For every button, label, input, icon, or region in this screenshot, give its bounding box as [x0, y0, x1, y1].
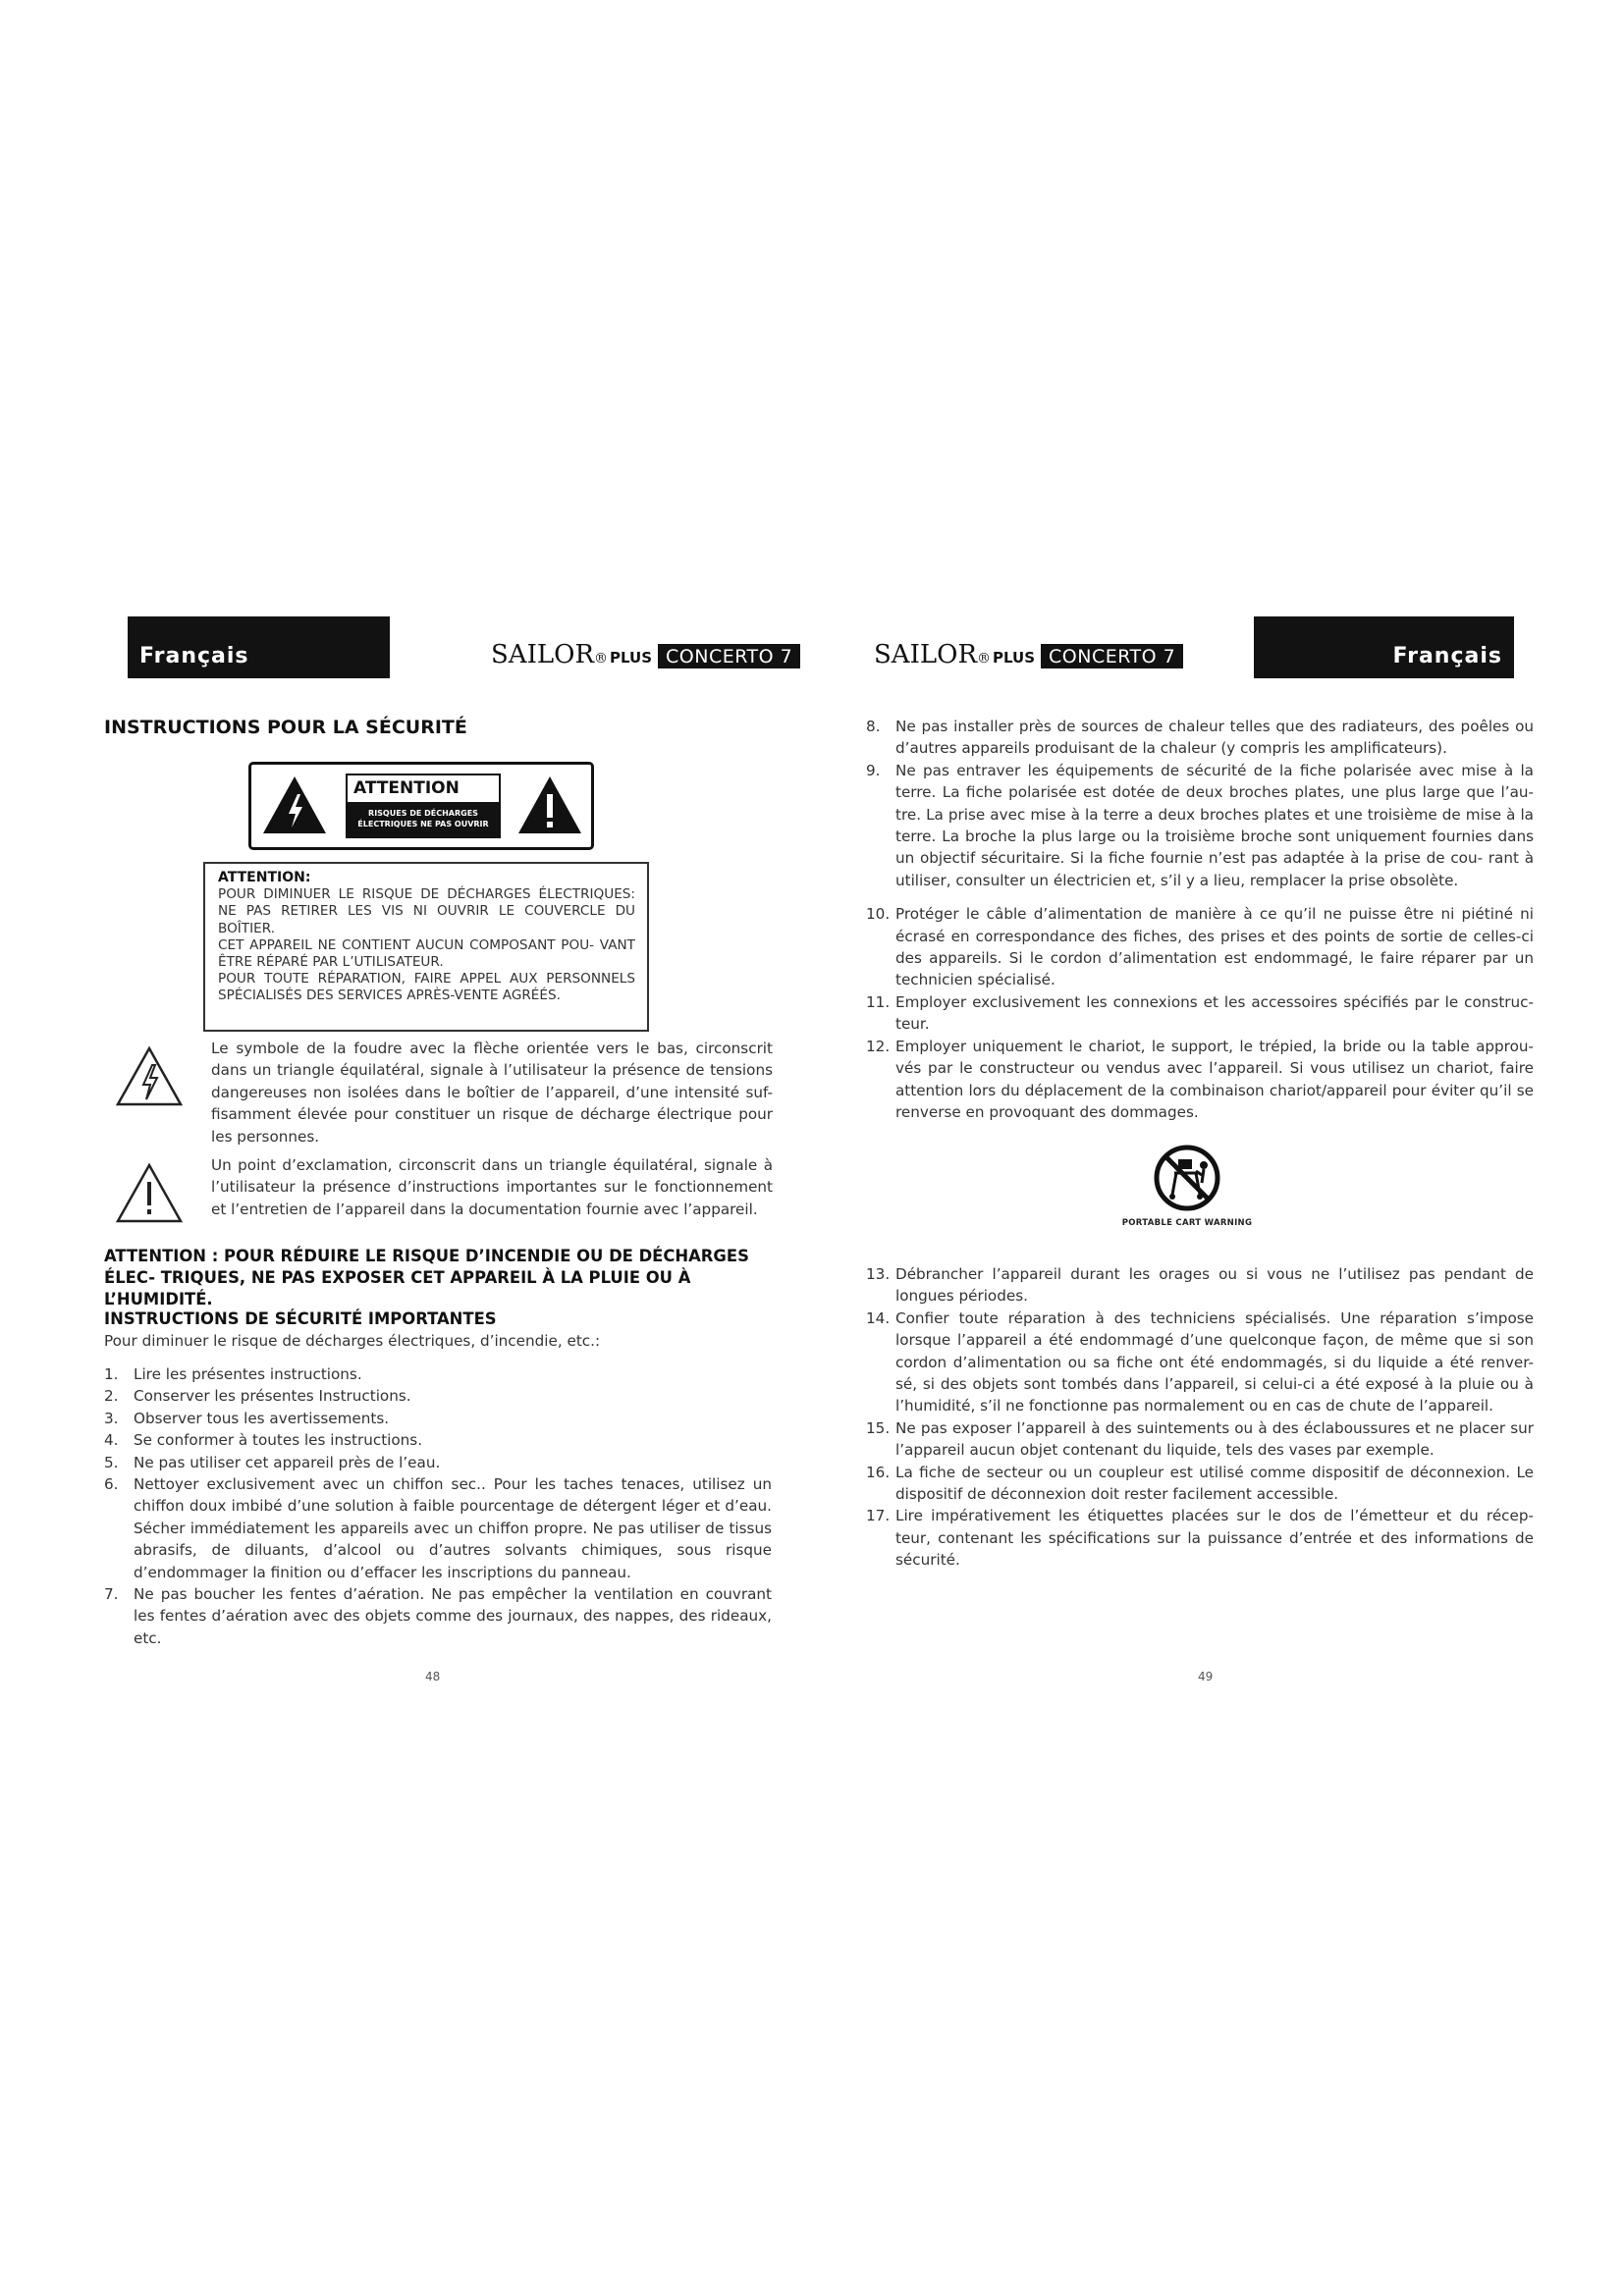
brand-plus: PLUS: [993, 649, 1036, 667]
item-number: 15.: [866, 1418, 891, 1437]
item-number: 11.: [866, 992, 891, 1011]
exclamation-symbol-explanation: [110, 1154, 773, 1220]
item-text: Confier toute réparation à des techniciens spécialisés. Une réparation s’impose lorsque l’appareil a été endommagé d’une quelconque façon, de même que si son cordon d’alimentation ou sa fiche ont été endommagés, si du liquide a été renver- sé, si des objets sont tombés dans l’appareil, si celui-ci a été exposé à la pluie ou à l’humidité, s’il ne fonctionne pas normalement ou en cas de chute de l’appareil.: [895, 1308, 1534, 1415]
important-instructions-heading: INSTRUCTIONS DE SÉCURITÉ IMPORTANTES: [104, 1309, 497, 1328]
safety-list-right-top: [866, 716, 1534, 1123]
item-number: 4.: [104, 1431, 119, 1450]
item-number: 16.: [866, 1463, 891, 1481]
list-item: [104, 1408, 772, 1429]
warning-label-title: ATTENTION: [353, 778, 460, 798]
brand-logo-left: [491, 640, 800, 669]
item-number: 13.: [866, 1265, 891, 1283]
brand-plus: PLUS: [610, 649, 653, 667]
warning-label-line2: ÉLECTRIQUES NE PAS OUVRIR: [357, 820, 489, 828]
exclamation-description: Un point d’exclamation, circonscrit dans un triangle équilatéral, signale à l’utilisateur la présence d’instructions importantes sur le fonctionnement et l’entretien de l’appareil dans la documentation fournie avec l’appareil.: [211, 1156, 773, 1218]
item-number: 5.: [104, 1453, 119, 1471]
item-number: 6.: [104, 1475, 119, 1494]
brand-model: CONCERTO 7: [658, 644, 800, 668]
item-text: Ne pas entraver les équipements de sécurité de la fiche polarisée avec mise à la terre. La fiche polarisée est dotée de deux broches plates, une plus large que l’au- tre. La prise avec mise à la terre a deux broches plates et une troisième de mise à la terre. La broche la plus large ou la troisième broche sont uniquement fournies dans un objectif sécuritaire. Si la fiche fournie n’est pas adaptée à la prise de cou- rant à utiliser, consulter un électricien et, s’il y a lieu, remplacer la prise obsolète.: [895, 761, 1534, 889]
safety-list-left: [104, 1363, 772, 1649]
list-item: [104, 1452, 772, 1473]
item-text: Lire impérativement les étiquettes placées sur le dos de l’émetteur et du récep- teur, contenant les spécifications sur la puissance d’entrée et des informations de sécurité.: [895, 1507, 1534, 1570]
list-item: [866, 1263, 1534, 1308]
list-item: [866, 1417, 1534, 1462]
item-number: 10.: [866, 905, 891, 924]
item-number: 12.: [866, 1037, 891, 1055]
list-item: [866, 1036, 1534, 1124]
list-item: [104, 1583, 772, 1649]
list-item: [104, 1363, 772, 1385]
right-page: [812, 0, 1624, 2296]
language-text: Français: [139, 644, 249, 668]
instructions-intro: Pour diminuer le risque de décharges électriques, d’incendie, etc.:: [104, 1332, 601, 1350]
lightning-symbol-explanation: [110, 1038, 773, 1148]
item-text: Débrancher l’appareil durant les orages ou si vous ne l’utilisez pas pendant de longues périodes.: [895, 1265, 1534, 1306]
brand-model: CONCERTO 7: [1041, 644, 1183, 668]
item-number: 3.: [104, 1409, 119, 1427]
list-item: [866, 1308, 1534, 1417]
item-text: Employer uniquement le chariot, le support, le trépied, la bride ou la table approu- vés par le constructeur ou vendus avec l’appareil. Si vous utilisez un chariot, faire attention lors du déplacement de la combinaison chariot/appareil pour éviter qu’il se renverse en provoquant des dommages.: [895, 1037, 1534, 1121]
list-item: [104, 1429, 772, 1451]
language-label-left: [128, 616, 390, 678]
item-number: 8.: [866, 718, 881, 735]
page-number-left: 48: [425, 1670, 441, 1683]
brand-registered: ®: [977, 651, 992, 667]
item-text: Ne pas boucher les fentes d’aération. Ne pas empêcher la ventilation en couvrant les fentes d’aération avec des objets comme des journaux, des nappes, des rideaux, etc.: [134, 1585, 772, 1647]
list-item: [866, 1462, 1534, 1506]
brand-registered: ®: [594, 651, 609, 667]
attention-paragraph: POUR TOUTE RÉPARATION, FAIRE APPEL AUX PERSONNELS SPÉCIALISÉS DES SERVICES APRÈS-VENTE AGRÉÉS.: [218, 971, 635, 1004]
warning-label-line1: RISQUES DE DÉCHARGES: [368, 809, 478, 818]
item-text: Ne pas utiliser cet appareil près de l’eau.: [134, 1453, 441, 1471]
brand-logo-right: [874, 640, 1183, 669]
portable-cart-warning: [1099, 1144, 1275, 1228]
lightning-warning-icon: [261, 774, 328, 835]
list-item: [866, 760, 1534, 891]
list-item: [104, 1385, 772, 1407]
item-number: 17.: [866, 1507, 891, 1525]
portable-cart-warning-icon: [1153, 1144, 1221, 1212]
list-item: [866, 716, 1534, 760]
item-number: 2.: [104, 1387, 119, 1406]
attention-paragraph: POUR DIMINUER LE RISQUE DE DÉCHARGES ÉLECTRIQUES: NE PAS RETIRER LES VIS NI OUVRIR LE COUVERCLE DU BOÎTIER.: [218, 886, 635, 936]
attention-heading: ATTENTION:: [218, 870, 311, 885]
item-text: Protéger le câble d’alimentation de manière à ce qu’il ne puisse être ni piétiné ni écrasé en correspondance des fiches, des prises et des points de sortie de celles-ci des appareils. Si le cordon d’alimentation est endommagé, le faire réparer par un technicien spécialisé.: [895, 905, 1534, 989]
warning-label-center: [346, 774, 501, 838]
item-text: Ne pas installer près de sources de chaleur telles que des radiateurs, des poêles ou d’autres appareils produisant de la chaleur (y compris les amplificateurs).: [895, 718, 1534, 758]
shock-warning-label: [248, 762, 594, 850]
section-title: INSTRUCTIONS POUR LA SÉCURITÉ: [104, 717, 467, 738]
attention-panel: [203, 862, 649, 1032]
item-text: Employer exclusivement les connexions et les accessoires spécifiés par le construc- teur.: [895, 992, 1534, 1034]
exclamation-warning-icon: [516, 774, 583, 835]
item-text: Nettoyer exclusivement avec un chiffon sec.. Pour les taches tenaces, utilisez un chiffon doux imbibé d’une solution à faible pourcentage de détergent léger et d’eau. Sécher immédiatement les appareils avec un chiffon propre. Ne pas utiliser de tissus abrasifs, de diluants, d’alcool ou d’autres solvants chimiques, sous risque d’endommager la finition ou d’effacer les inscriptions du panneau.: [134, 1475, 772, 1581]
brand-name: SAILOR: [491, 640, 595, 669]
language-label-right: [1254, 616, 1514, 678]
item-number: 9.: [866, 761, 881, 779]
exclamation-outline-icon: [115, 1162, 184, 1224]
item-text: Lire les présentes instructions.: [134, 1365, 362, 1383]
safety-list-right-bottom: [866, 1263, 1534, 1572]
list-item: [866, 1505, 1534, 1571]
page-number-right: 49: [1198, 1670, 1214, 1683]
lightning-outline-icon: [115, 1045, 184, 1107]
lightning-description: Le symbole de la foudre avec la flèche orientée vers le bas, circonscrit dans un triangle équilatéral, signale à l’utilisateur la présence de tensions dangereuses non isolées dans le boîtier de l’appareil, d’une intensité suf- fisamment élevée pour constituer un risque de décharge électrique pour les personnes.: [211, 1040, 773, 1146]
list-item: [866, 991, 1534, 1036]
list-item: [104, 1473, 772, 1583]
brand-name: SAILOR: [874, 640, 978, 669]
item-text: Ne pas exposer l’appareil à des suintements ou à des éclaboussures et ne placer sur l’appareil aucun objet contenant du liquide, tels des vases par exemple.: [895, 1418, 1534, 1460]
item-text: La fiche de secteur ou un coupleur est utilisé comme dispositif de déconnexion. Le dispositif de déconnexion doit rester facilement accessible.: [895, 1463, 1534, 1504]
list-item: [866, 903, 1534, 991]
rain-moisture-caution: ATTENTION : POUR RÉDUIRE LE RISQUE D’INCENDIE OU DE DÉCHARGES ÉLEC- TRIQUES, NE PAS EXPOSER CET APPAREIL À LA PLUIE OU À L’HUMIDITÉ.: [104, 1247, 749, 1308]
cart-caption: PORTABLE CART WARNING: [1121, 1218, 1253, 1228]
item-text: Se conformer à toutes les instructions.: [134, 1431, 423, 1450]
item-number: 14.: [866, 1308, 891, 1327]
item-text: Conserver les présentes Instructions.: [134, 1387, 411, 1406]
attention-paragraph: CET APPAREIL NE CONTIENT AUCUN COMPOSANT POU- VANT ÊTRE RÉPARÉ PAR L’UTILISATEUR.: [218, 936, 635, 971]
language-text: Français: [1392, 644, 1502, 668]
item-text: Observer tous les avertissements.: [134, 1409, 390, 1427]
item-number: 1.: [104, 1365, 119, 1383]
warning-label-subtitle: [348, 802, 499, 836]
item-number: 7.: [104, 1585, 119, 1604]
